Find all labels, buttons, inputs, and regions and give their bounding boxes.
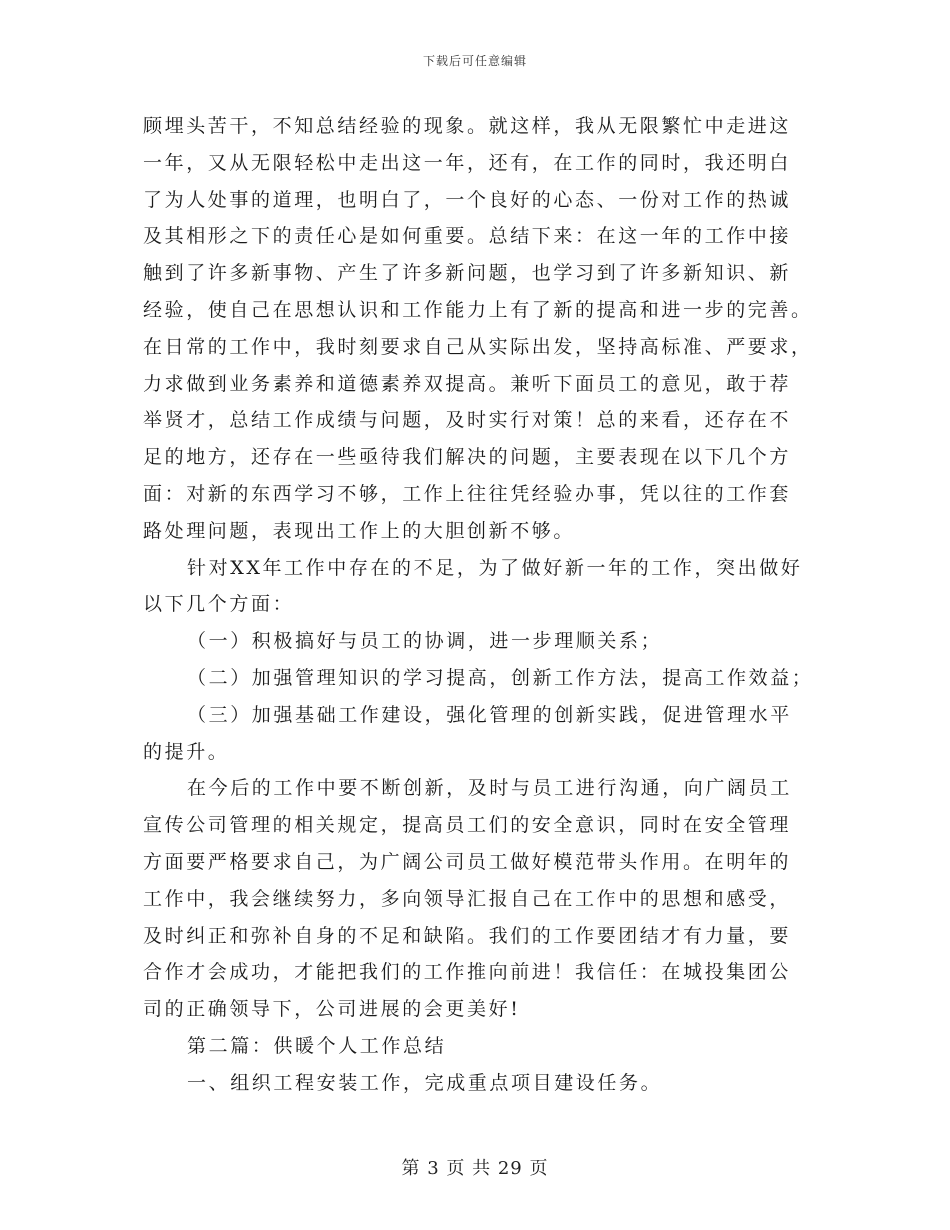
body-line: 足的地方，还存在一些亟待我们解决的问题，主要表现在以下几个方 [143, 446, 792, 469]
body-line: 工作中，我会继续努力，多向领导汇报自己在工作中的思想和感受， [143, 887, 792, 910]
body-line: 面：对新的东西学习不够，工作上往往凭经验办事，凭以往的工作套 [143, 482, 792, 505]
document-body [143, 108, 814, 1102]
body-line: 力求做到业务素养和道德素养双提高。兼听下面员工的意见，敢于荐 [143, 372, 792, 395]
paragraph-first-line: 针对XX年工作中存在的不足，为了做好新一年的工作，突出做好 [187, 556, 803, 579]
page-header: 下载后可任意编辑 [422, 54, 527, 68]
page-number-footer: 第 3 页 共 29 页 [401, 1158, 549, 1179]
body-line: 经验，使自己在思想认识和工作能力上有了新的提高和进一步的完善。 [143, 298, 813, 321]
body-line: 宣传公司管理的相关规定，提高员工们的安全意识，同时在安全管理 [143, 814, 792, 837]
body-line: 方面要严格要求自己，为广阔公司员工做好模范带头作用。在明年的 [143, 850, 792, 873]
body-line: 触到了许多新事物、产生了许多新问题，也学习到了许多新知识、新 [143, 262, 792, 285]
body-line: 以下几个方面： [143, 593, 295, 616]
body-line: 路处理问题，表现出工作上的大胆创新不够。 [143, 519, 576, 542]
body-line: 合作才会成功，才能把我们的工作推向前进！我信任：在城投集团公 [143, 961, 792, 984]
subsection-heading: 一、组织工程安装工作，完成重点项目建设任务。 [187, 1071, 663, 1094]
list-item-3: （三）加强基础工作建设，强化管理的创新实践，促进管理水平 [187, 703, 792, 726]
body-line: 顾埋头苦干，不知总结经验的现象。就这样，我从无限繁忙中走进这 [143, 115, 792, 137]
paragraph-first-line: 在今后的工作中要不断创新，及时与员工进行沟通，向广阔员工 [187, 777, 792, 800]
body-line: 及其相形之下的责任心是如何重要。总结下来：在这一年的工作中接 [143, 225, 792, 248]
body-line: 的提升。 [143, 740, 230, 763]
body-line: 及时纠正和弥补自身的不足和缺陷。我们的工作要团结才有力量，要 [143, 924, 792, 947]
body-line: 司的正确领导下，公司进展的会更美好! [143, 998, 521, 1021]
section-heading: 第二篇：供暖个人工作总结 [187, 1034, 447, 1057]
body-line: 一年，又从无限轻松中走出这一年，还有，在工作的同时，我还明白 [143, 151, 792, 174]
body-line: 举贤才，总结工作成绩与问题，及时实行对策！总的来看，还存在不 [143, 409, 792, 432]
body-line: 在日常的工作中，我时刻要求自己从实际出发，坚持高标准、严要求， [143, 335, 813, 358]
body-line: 了为人处事的道理，也明白了，一个良好的心态、一份对工作的热诚 [143, 188, 792, 211]
list-item-2: （二）加强管理知识的学习提高，创新工作方法，提高工作效益； [187, 666, 814, 689]
list-item-1: （一）积极搞好与员工的协调，进一步理顺关系； [187, 630, 663, 653]
